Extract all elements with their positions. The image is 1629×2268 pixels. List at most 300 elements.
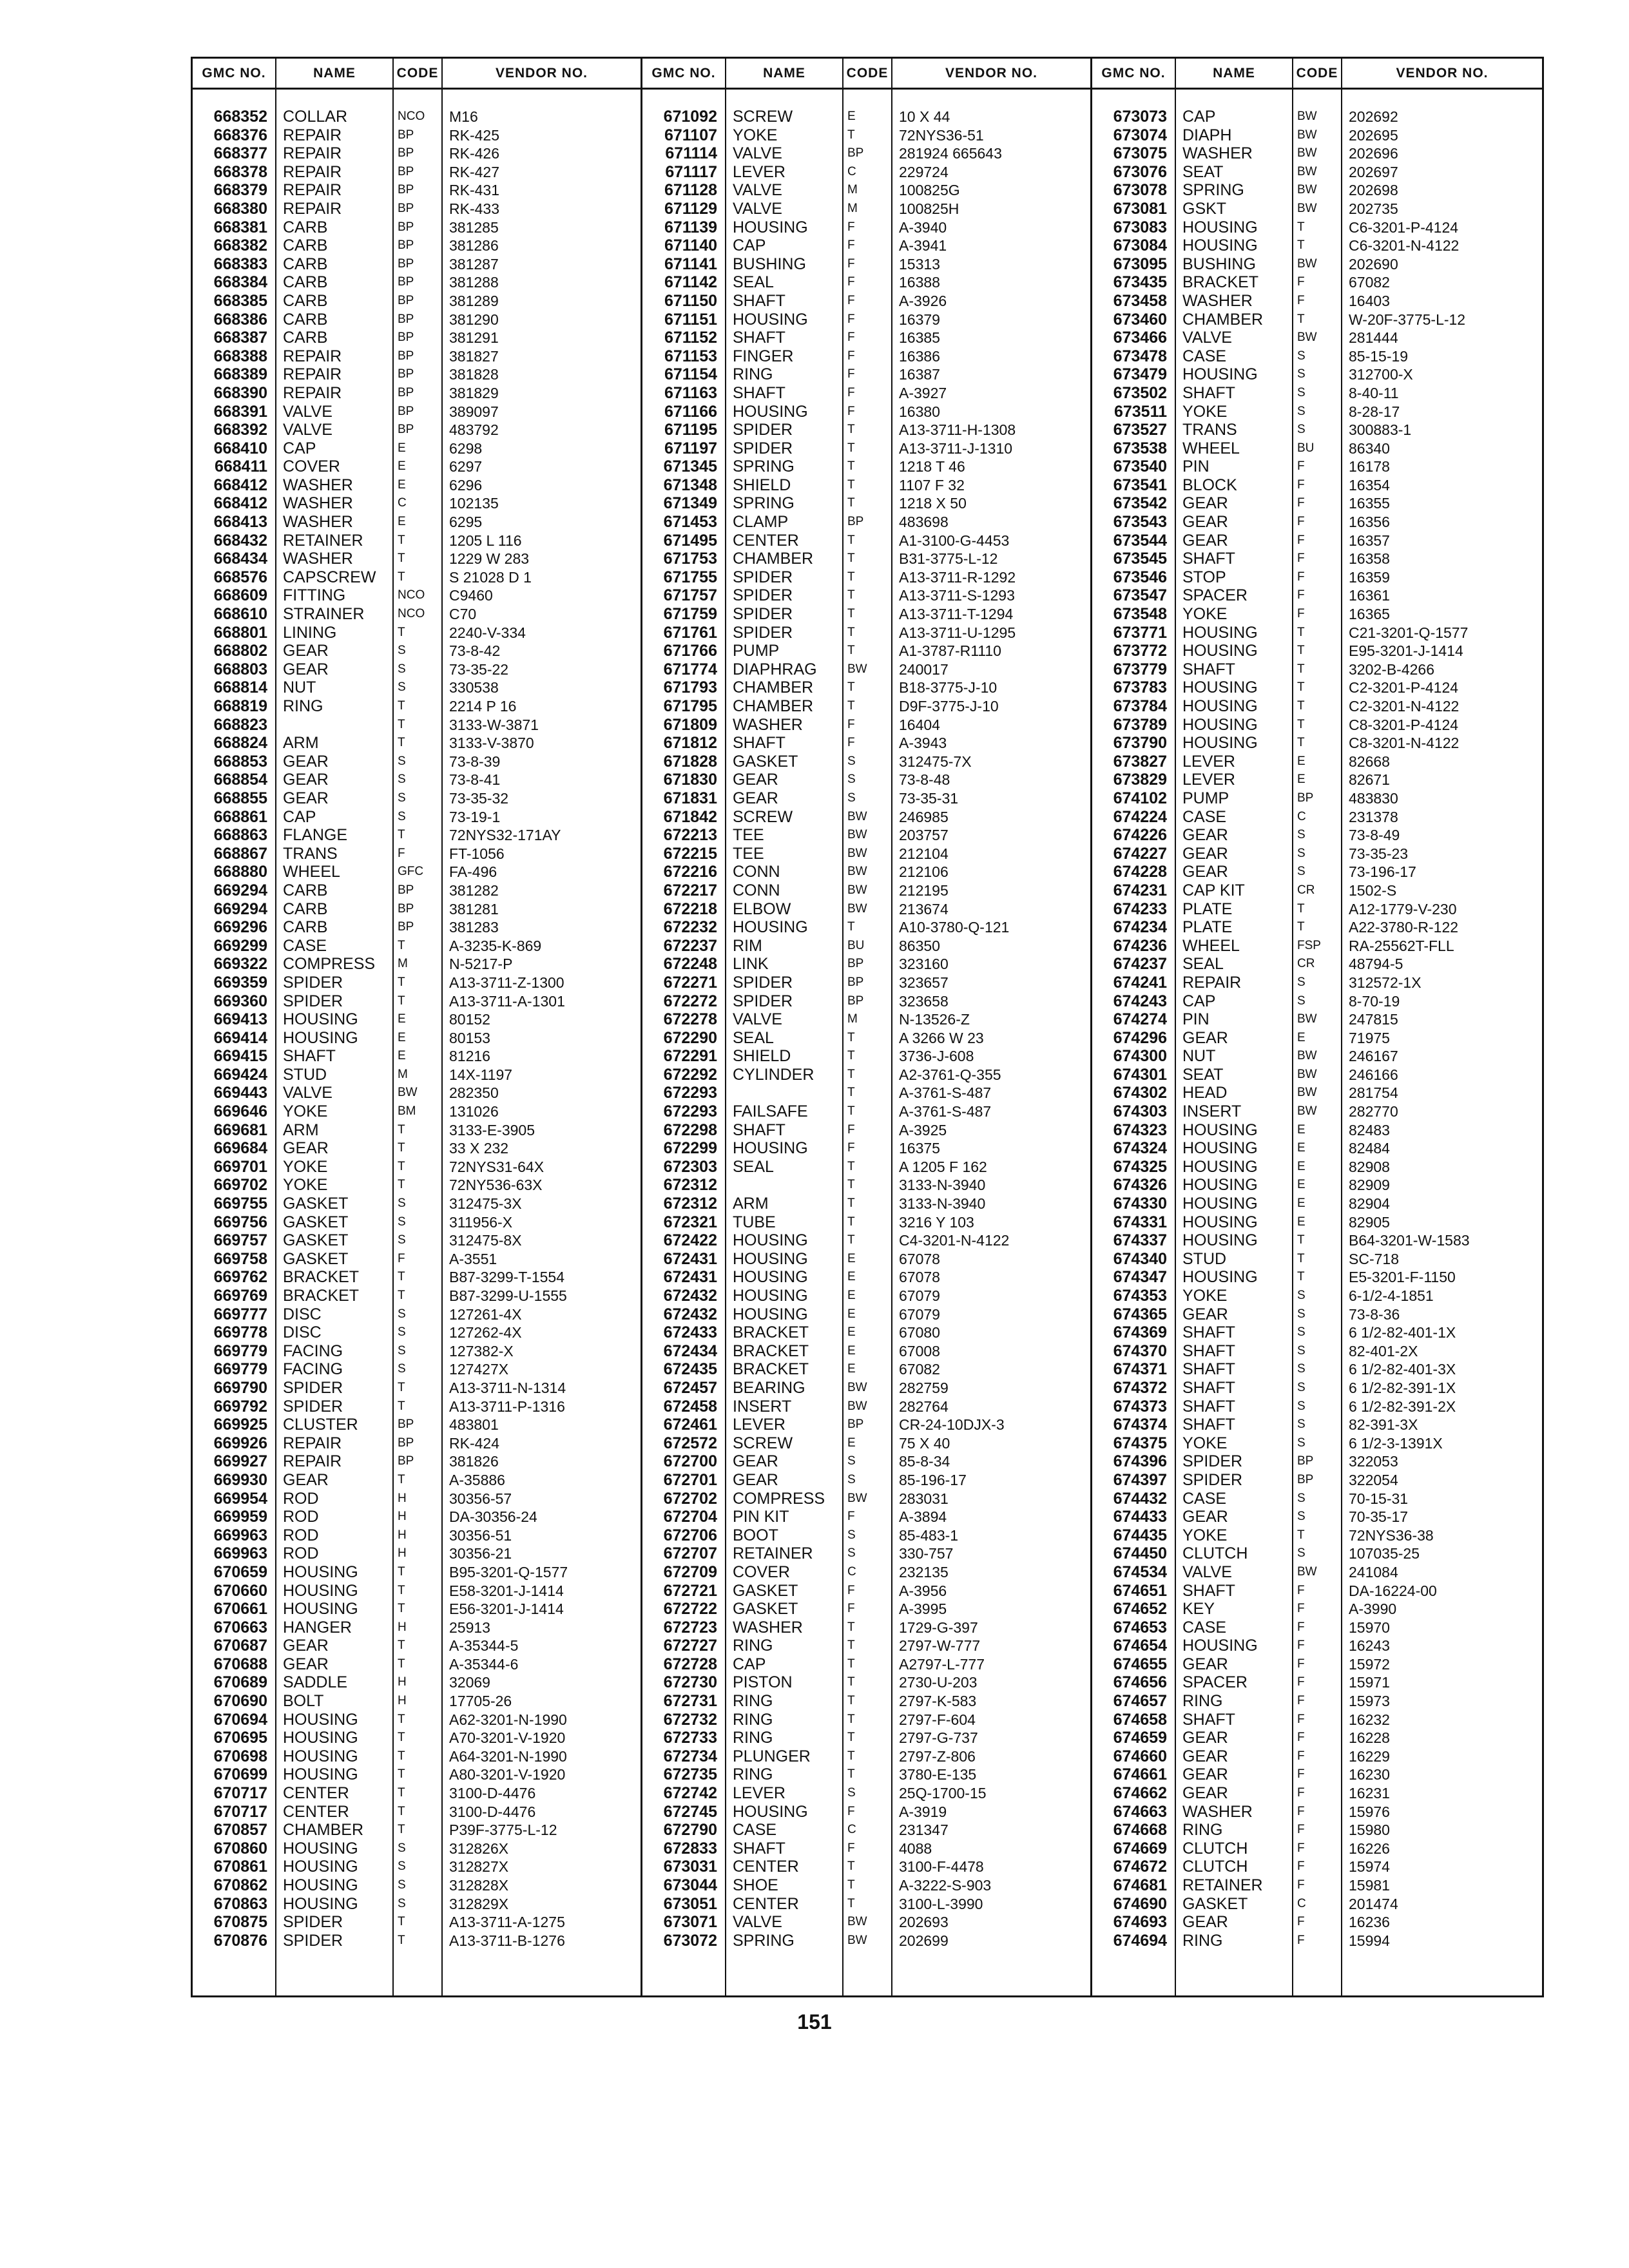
cell-gmc-no: 674224: [1113, 807, 1167, 826]
cell-name: BUSHING: [733, 255, 806, 273]
cell-code: F: [847, 1122, 855, 1137]
cell-gmc-no: 673784: [1113, 697, 1167, 715]
cell-vendor-no: 80152: [449, 1011, 490, 1028]
cell-code: F: [1297, 1620, 1305, 1634]
cell-vendor-no: B87-3299-T-1554: [449, 1269, 565, 1286]
cell-code: BP: [398, 331, 414, 345]
cell-code: T: [398, 1564, 405, 1579]
cell-vendor-no: 2797-K-583: [899, 1693, 977, 1710]
cell-code: BW: [1297, 1049, 1317, 1063]
cell-name: CASE: [1182, 1489, 1227, 1508]
cell-name: HOUSING: [1182, 365, 1258, 384]
cell-gmc-no: 672734: [663, 1747, 717, 1765]
cell-gmc-no: 673527: [1113, 421, 1167, 439]
cell-name: VALVE: [733, 181, 782, 200]
cell-code: S: [398, 662, 406, 676]
cell-name: SPIDER: [283, 973, 343, 992]
cell-gmc-no: 668861: [213, 807, 267, 826]
cell-name: YOKE: [1182, 1287, 1228, 1305]
cell-name: HOUSING: [1182, 678, 1258, 697]
cell-gmc-no: 671150: [664, 291, 717, 310]
cell-code: F: [847, 1141, 855, 1155]
cell-vendor-no: 16388: [899, 274, 940, 291]
cell-vendor-no: 3133-N-3940: [899, 1177, 986, 1194]
cell-gmc-no: 673084: [1113, 236, 1167, 255]
cell-name: CASE: [733, 1821, 777, 1840]
cell-name: HOUSING: [1182, 1268, 1258, 1287]
cell-code: F: [847, 238, 855, 253]
cell-code: BW: [1297, 1564, 1317, 1579]
cell-vendor-no: C6-3201-P-4124: [1349, 218, 1459, 236]
cell-gmc-no: 674653: [1113, 1618, 1167, 1637]
cell-gmc-no: 672732: [663, 1710, 717, 1729]
cell-code: T: [1297, 220, 1305, 234]
cell-vendor-no: 15971: [1349, 1674, 1390, 1691]
header-code: CODE: [843, 59, 892, 88]
cell-name: SHAFT: [1182, 1710, 1235, 1729]
cell-vendor-no: 282759: [899, 1379, 949, 1396]
cell-name: FACING: [283, 1360, 343, 1379]
cell-gmc-no: 668819: [213, 697, 267, 715]
cell-code: BP: [398, 128, 414, 142]
cell-gmc-no: 672700: [663, 1452, 717, 1471]
cell-gmc-no: 671153: [664, 347, 717, 365]
cell-gmc-no: 674331: [1113, 1213, 1167, 1231]
cell-name: CHAMBER: [733, 697, 814, 715]
cell-gmc-no: 671761: [663, 623, 717, 642]
cell-code: BW: [398, 1086, 418, 1100]
cell-name: REPAIR: [283, 126, 342, 144]
cell-vendor-no: 1229 W 283: [449, 550, 530, 568]
cell-name: VALVE: [283, 421, 333, 439]
cell-name: WASHER: [283, 550, 353, 568]
cell-name: HOUSING: [1182, 1120, 1258, 1139]
cell-gmc-no: 672435: [663, 1360, 717, 1379]
cell-vendor-no: A-3551: [449, 1250, 497, 1267]
cell-name: REPAIR: [283, 162, 342, 181]
cell-code: F: [1297, 588, 1305, 602]
cell-vendor-no: 381283: [449, 919, 499, 936]
cell-vendor-no: A13-3711-Z-1300: [449, 974, 564, 991]
cell-gmc-no: 672215: [663, 844, 717, 863]
cell-vendor-no: A-3761-S-487: [899, 1084, 992, 1102]
cell-gmc-no: 668377: [213, 144, 267, 163]
cell-vendor-no: 16358: [1349, 550, 1390, 568]
cell-code: BW: [1297, 201, 1317, 215]
cell-vendor-no: 2797-W-777: [899, 1637, 981, 1655]
cell-name: FACING: [283, 1341, 343, 1360]
cell-vendor-no: C6-3201-N-4122: [1349, 237, 1460, 255]
cell-gmc-no: 668867: [213, 844, 267, 863]
cell-vendor-no: 300883-1: [1349, 421, 1412, 439]
cell-code: T: [847, 570, 855, 584]
cell-vendor-no: 82484: [1349, 1140, 1390, 1157]
cell-code: BP: [398, 183, 414, 197]
cell-name: RIM: [733, 936, 762, 955]
column-name: [726, 90, 843, 1995]
cell-code: BP: [847, 994, 864, 1008]
cell-name: REPAIR: [283, 144, 342, 163]
cell-vendor-no: 71975: [1349, 1029, 1390, 1046]
cell-name: HOUSING: [733, 1305, 808, 1323]
cell-gmc-no: 673547: [1113, 586, 1167, 605]
cell-name: REPAIR: [283, 365, 342, 384]
cell-code: T: [398, 625, 405, 639]
cell-vendor-no: 82483: [1349, 1121, 1390, 1139]
cell-code: F: [1297, 1602, 1305, 1616]
cell-vendor-no: RK-426: [449, 145, 499, 162]
cell-code: T: [1297, 625, 1305, 639]
cell-code: M: [847, 201, 858, 215]
cell-gmc-no: 668352: [213, 108, 267, 126]
cell-gmc-no: 673548: [1113, 605, 1167, 624]
cell-name: CARB: [283, 273, 328, 292]
cell-gmc-no: 672701: [663, 1470, 717, 1489]
cell-code: T: [1297, 1270, 1305, 1284]
cell-code: T: [847, 588, 855, 602]
cell-vendor-no: 30356-21: [449, 1545, 512, 1562]
cell-name: GEAR: [1182, 863, 1228, 881]
cell-code: BW: [847, 865, 867, 879]
cell-gmc-no: 673466: [1113, 329, 1167, 347]
cell-code: M: [847, 183, 858, 197]
cell-vendor-no: 16356: [1349, 514, 1390, 531]
cell-code: BW: [1297, 1086, 1317, 1100]
cell-code: F: [1297, 293, 1305, 307]
cell-code: E: [398, 441, 406, 455]
cell-gmc-no: 673435: [1113, 273, 1167, 292]
cell-name: CENTER: [733, 1858, 799, 1876]
cell-vendor-no: N-13526-Z: [899, 1011, 970, 1028]
cell-code: BW: [1297, 164, 1317, 178]
cell-gmc-no: 671349: [663, 494, 717, 513]
cell-gmc-no: 670661: [213, 1600, 267, 1619]
cell-gmc-no: 672731: [663, 1692, 717, 1711]
cell-vendor-no: 1502-S: [1349, 881, 1397, 899]
cell-code: S: [1297, 385, 1306, 399]
cell-code: F: [847, 331, 855, 345]
cell-name: STRAINER: [283, 605, 365, 624]
cell-code: BW: [847, 1399, 867, 1413]
cell-code: T: [1297, 312, 1305, 326]
cell-gmc-no: 671140: [664, 236, 717, 255]
cell-name: HOUSING: [733, 1268, 808, 1287]
cell-code: S: [1297, 1307, 1306, 1321]
cell-vendor-no: 2797-G-737: [899, 1729, 978, 1747]
cell-code: BP: [398, 883, 414, 897]
cell-gmc-no: 673051: [663, 1894, 717, 1913]
cell-name: STUD: [1182, 1249, 1227, 1268]
cell-name: HOUSING: [733, 1231, 808, 1250]
cell-name: SHAFT: [1182, 1360, 1235, 1379]
cell-code: BP: [398, 920, 414, 934]
cell-code: T: [847, 644, 855, 658]
cell-code: F: [847, 220, 855, 234]
cell-vendor-no: 323657: [899, 974, 949, 991]
cell-name: CARB: [283, 218, 328, 236]
cell-vendor-no: 73-35-32: [449, 789, 509, 807]
cell-name: GEAR: [283, 1637, 329, 1655]
cell-code: S: [398, 1307, 406, 1321]
cell-code: S: [398, 1841, 406, 1855]
cell-gmc-no: 669758: [213, 1249, 267, 1268]
cell-vendor-no: 16354: [1349, 476, 1390, 494]
cell-vendor-no: 3100-L-3990: [899, 1895, 983, 1912]
cell-vendor-no: 6 1/2-82-391-1X: [1349, 1379, 1456, 1396]
column-code: [394, 90, 443, 1995]
cell-name: RING: [1182, 1931, 1223, 1950]
cell-code: T: [398, 1159, 405, 1173]
cell-vendor-no: 67082: [1349, 274, 1390, 291]
cell-name: RETAINER: [1182, 1876, 1263, 1894]
cell-name: INSERT: [1182, 1102, 1242, 1121]
cell-gmc-no: 674274: [1113, 1010, 1167, 1029]
cell-vendor-no: A-3761-S-487: [899, 1103, 992, 1120]
cell-vendor-no: 202735: [1349, 200, 1398, 217]
cell-gmc-no: 674347: [1113, 1268, 1167, 1287]
cell-name: RING: [283, 697, 323, 715]
cell-code: T: [847, 423, 855, 437]
cell-gmc-no: 668863: [213, 826, 267, 845]
cell-gmc-no: 669414: [213, 1028, 267, 1047]
cell-vendor-no: 381826: [449, 1453, 499, 1470]
cell-name: ELBOW: [733, 899, 791, 918]
cell-vendor-no: 100825G: [899, 182, 960, 199]
cell-vendor-no: 202695: [1349, 126, 1398, 144]
header-vendor-no: VENDOR NO.: [1396, 65, 1489, 81]
cell-vendor-no: A-3926: [899, 292, 947, 309]
cell-name: CAP: [733, 1655, 766, 1673]
cell-code: BP: [847, 146, 864, 160]
cell-vendor-no: 82904: [1349, 1195, 1390, 1213]
cell-name: WASHER: [283, 513, 353, 532]
cell-gmc-no: 674693: [1113, 1913, 1167, 1932]
cell-vendor-no: 8-28-17: [1349, 403, 1400, 420]
cell-vendor-no: A10-3780-Q-121: [899, 919, 1010, 936]
cell-gmc-no: 674369: [1113, 1323, 1167, 1342]
cell-gmc-no: 670857: [213, 1821, 267, 1840]
cell-code: F: [1297, 1841, 1305, 1855]
cell-gmc-no: 669424: [213, 1065, 267, 1084]
cell-vendor-no: W-20F-3775-L-12: [1349, 311, 1466, 328]
cell-gmc-no: 674236: [1113, 936, 1167, 955]
cell-name: BEARING: [733, 1378, 805, 1397]
cell-gmc-no: 674323: [1113, 1120, 1167, 1139]
cell-name: [726, 1176, 842, 1195]
cell-gmc-no: 674659: [1113, 1729, 1167, 1747]
cell-code: S: [398, 1878, 406, 1892]
cell-name: CONN: [733, 881, 780, 899]
cell-code: BP: [847, 515, 864, 529]
cell-vendor-no: 72NYS31-64X: [449, 1158, 545, 1175]
cell-gmc-no: 672702: [663, 1489, 717, 1508]
cell-code: T: [398, 975, 405, 989]
cell-gmc-no: 668814: [213, 678, 267, 697]
cell-gmc-no: 670875: [213, 1913, 267, 1932]
cell-name: HANGER: [283, 1618, 352, 1637]
cell-name: BRACKET: [733, 1341, 809, 1360]
cell-code: T: [847, 607, 855, 621]
cell-vendor-no: N-5217-P: [449, 956, 513, 973]
cell-name: YOKE: [1182, 1526, 1228, 1544]
cell-code: BP: [1297, 791, 1314, 805]
cell-code: T: [398, 1380, 405, 1394]
cell-gmc-no: 672293: [663, 1102, 717, 1121]
cell-code: E: [398, 1049, 406, 1063]
cell-code: F: [1297, 477, 1305, 492]
cell-code: F: [1297, 607, 1305, 621]
cell-name: SHAFT: [283, 1047, 336, 1066]
cell-code: BU: [847, 938, 865, 952]
cell-gmc-no: 674694: [1113, 1931, 1167, 1950]
cell-vendor-no: 16357: [1349, 532, 1390, 549]
cell-gmc-no: 670876: [213, 1931, 267, 1950]
cell-name: SPRING: [733, 457, 795, 476]
cell-gmc-no: 668387: [213, 329, 267, 347]
cell-vendor-no: 16359: [1349, 568, 1390, 586]
column-vendor-no: [1342, 90, 1542, 1995]
cell-name: LEVER: [733, 1416, 786, 1434]
cell-code: S: [398, 644, 406, 658]
cell-name: GASKET: [733, 752, 798, 771]
cell-name: SHAFT: [733, 734, 786, 753]
cell-code: T: [847, 1159, 855, 1173]
cell-code: S: [398, 1233, 406, 1247]
cell-code: F: [1297, 1731, 1305, 1745]
cell-gmc-no: 673074: [1113, 126, 1167, 144]
cell-gmc-no: 674373: [1113, 1397, 1167, 1416]
cell-vendor-no: 3133-N-3940: [899, 1195, 986, 1213]
cell-name: GEAR: [283, 642, 329, 660]
cell-gmc-no: 668410: [213, 439, 267, 457]
cell-gmc-no: 673071: [663, 1913, 717, 1932]
cell-vendor-no: 70-15-31: [1349, 1490, 1409, 1507]
cell-code: T: [398, 1767, 405, 1782]
cell-name: YOKE: [1182, 1434, 1228, 1452]
cell-code: T: [847, 1731, 855, 1745]
cell-code: S: [847, 754, 856, 768]
cell-name: ROD: [283, 1544, 319, 1563]
cell-name: SHAFT: [1182, 1323, 1235, 1342]
cell-gmc-no: 672216: [663, 863, 717, 881]
cell-code: E: [1297, 1141, 1306, 1155]
cell-code: BW: [847, 1933, 867, 1947]
cell-vendor-no: 73-8-42: [449, 642, 501, 660]
cell-code: T: [847, 1178, 855, 1192]
cell-gmc-no: 674330: [1113, 1195, 1167, 1213]
cell-vendor-no: 82-391-3X: [1349, 1416, 1418, 1434]
cell-code: E: [847, 1270, 856, 1284]
cell-code: BW: [1297, 1012, 1317, 1026]
cell-vendor-no: 15973: [1349, 1693, 1390, 1710]
cell-vendor-no: 240017: [899, 660, 949, 678]
cell-gmc-no: 674228: [1113, 863, 1167, 881]
cell-name: GEAR: [283, 1655, 329, 1673]
cell-vendor-no: 381829: [449, 384, 499, 401]
cell-code: T: [847, 1896, 855, 1910]
cell-gmc-no: 674226: [1113, 826, 1167, 845]
cell-code: F: [847, 1602, 855, 1616]
cell-vendor-no: A13-3711-T-1294: [899, 606, 1014, 623]
cell-gmc-no: 670717: [213, 1784, 267, 1803]
cell-vendor-no: C8-3201-N-4122: [1349, 735, 1460, 752]
cell-gmc-no: 674397: [1113, 1470, 1167, 1489]
cell-vendor-no: A13-3711-B-1276: [449, 1932, 565, 1949]
cell-gmc-no: 668384: [213, 273, 267, 292]
cell-gmc-no: 674231: [1113, 881, 1167, 899]
cell-vendor-no: 311956-X: [449, 1213, 513, 1231]
cell-vendor-no: 16365: [1349, 606, 1390, 623]
cell-code: E: [398, 477, 406, 492]
cell-vendor-no: 202690: [1349, 255, 1398, 273]
cell-name: REPAIR: [283, 1452, 342, 1471]
cell-gmc-no: 674396: [1113, 1452, 1167, 1471]
cell-code: S: [398, 680, 406, 695]
cell-name: SCREW: [733, 1434, 793, 1452]
cell-name: HOUSING: [1182, 697, 1258, 715]
cell-code: F: [1297, 1878, 1305, 1892]
cell-name: RING: [733, 365, 773, 384]
page-number: 151: [797, 2010, 832, 2033]
cell-code: T: [1297, 238, 1305, 253]
cell-name: PISTON: [733, 1673, 793, 1692]
cell-vendor-no: A-3956: [899, 1582, 947, 1599]
cell-name: SCREW: [733, 108, 793, 126]
cell-code: F: [1297, 1675, 1305, 1689]
cell-code: F: [1297, 533, 1305, 547]
cell-name: SEAT: [1182, 1065, 1224, 1084]
cell-gmc-no: 668803: [213, 660, 267, 678]
cell-gmc-no: 672218: [663, 899, 717, 918]
cell-gmc-no: 672461: [663, 1416, 717, 1434]
cell-code: BP: [398, 201, 414, 215]
cell-code: T: [847, 1030, 855, 1044]
cell-code: H: [398, 1546, 407, 1561]
cell-name: CENTER: [283, 1784, 349, 1803]
cell-vendor-no: SC-718: [1349, 1250, 1399, 1267]
cell-name: CLUTCH: [1182, 1839, 1248, 1858]
cell-code: BP: [398, 385, 414, 399]
cell-name: GEAR: [1182, 531, 1228, 550]
cell-name: RETAINER: [733, 1544, 813, 1563]
cell-gmc-no: 668802: [213, 642, 267, 660]
cell-vendor-no: 15970: [1349, 1619, 1390, 1636]
cell-name: WHEEL: [1182, 439, 1240, 457]
cell-vendor-no: 81216: [449, 1048, 490, 1065]
cell-code: BM: [398, 1104, 416, 1119]
cell-code: S: [1297, 423, 1306, 437]
cell-vendor-no: 127262-4X: [449, 1324, 522, 1341]
cell-gmc-no: 669954: [213, 1489, 267, 1508]
cell-gmc-no: 671154: [664, 365, 717, 384]
cell-name: SHAFT: [1182, 1581, 1235, 1600]
cell-code: E: [847, 1307, 856, 1321]
cell-name: HOUSING: [283, 1581, 358, 1600]
cell-name: GEAR: [1182, 1028, 1228, 1047]
cell-gmc-no: 673072: [663, 1931, 717, 1950]
cell-gmc-no: 670695: [213, 1729, 267, 1747]
cell-gmc-no: 672730: [663, 1673, 717, 1692]
cell-code: BP: [398, 1436, 414, 1450]
cell-vendor-no: 202697: [1349, 163, 1398, 180]
cell-vendor-no: 73-35-31: [899, 789, 959, 807]
cell-gmc-no: 670863: [213, 1894, 267, 1913]
cell-gmc-no: 673541: [1113, 476, 1167, 494]
cell-name: TRANS: [283, 844, 338, 863]
cell-vendor-no: 6296: [449, 476, 483, 494]
cell-name: CENTER: [283, 1802, 349, 1821]
cell-code: E: [1297, 1122, 1306, 1137]
